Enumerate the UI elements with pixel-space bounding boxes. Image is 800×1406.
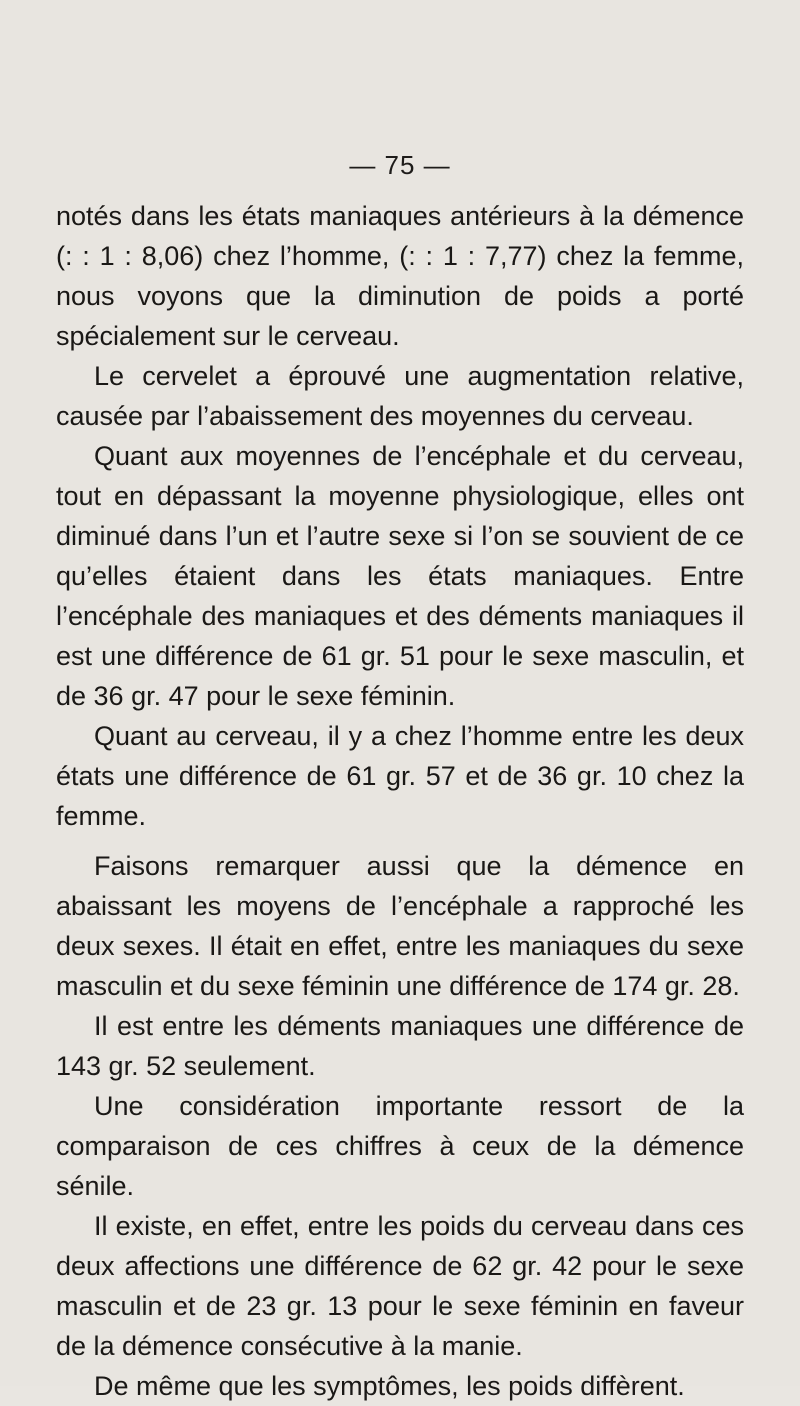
paragraph-cervelet: Le cervelet a éprouvé une augmentation relative, causée par l’abaissement des moyennes du cerveau. (56, 361, 744, 431)
body-text (56, 196, 744, 1406)
paragraph-symptomes: De même que les symptômes, les poids diffèrent. (94, 1371, 685, 1401)
paragraph-consideration: Une considération importante ressort de la comparaison de ces chiffres à ceux de la démence sénile. (56, 1091, 744, 1201)
paragraph-moyennes: Quant aux moyennes de l’encéphale et du cerveau, tout en dépassant la moyenne physiologique, elles ont diminué dans l’un et l’autre sexe si l’on se souvient de ce qu’elles étaient dans les états maniaques. Entre l’encéphale des maniaques et des déments maniaques il est une différence de 61 gr. 51 pour le sexe masculin, et de 36 gr. 47 pour le sexe féminin. (56, 441, 744, 711)
page-number: — 75 — (349, 150, 451, 180)
paragraph-cerveau: Quant au cerveau, il y a chez l’homme entre les deux états une différence de 61 gr. 57 et de 36 gr. 10 chez la femme. (56, 721, 744, 831)
paragraph-existe: Il existe, en effet, entre les poids du cerveau dans ces deux affections une différence de 62 gr. 42 pour le sexe masculin et de 23 gr. 13 pour le sexe féminin en faveur de la démence consécutive à la manie. (56, 1211, 744, 1361)
paragraph-continuation: notés dans les états maniaques antérieurs à la démence (: : 1 : 8,06) chez l’homme, (: : 1 : 7,77) chez la femme, nous voyons que la diminution de poids a porté spécialement sur le cerveau. (56, 201, 744, 351)
paragraph-remarque: Faisons remarquer aussi que la démence en abaissant les moyens de l’encéphale a rapproché les deux sexes. Il était en effet, entre les maniaques du sexe masculin et du sexe féminin une différence de 174 gr. 28. (56, 851, 744, 1001)
paragraph-dements: Il est entre les déments maniaques une différence de 143 gr. 52 seulement. (56, 1011, 744, 1081)
